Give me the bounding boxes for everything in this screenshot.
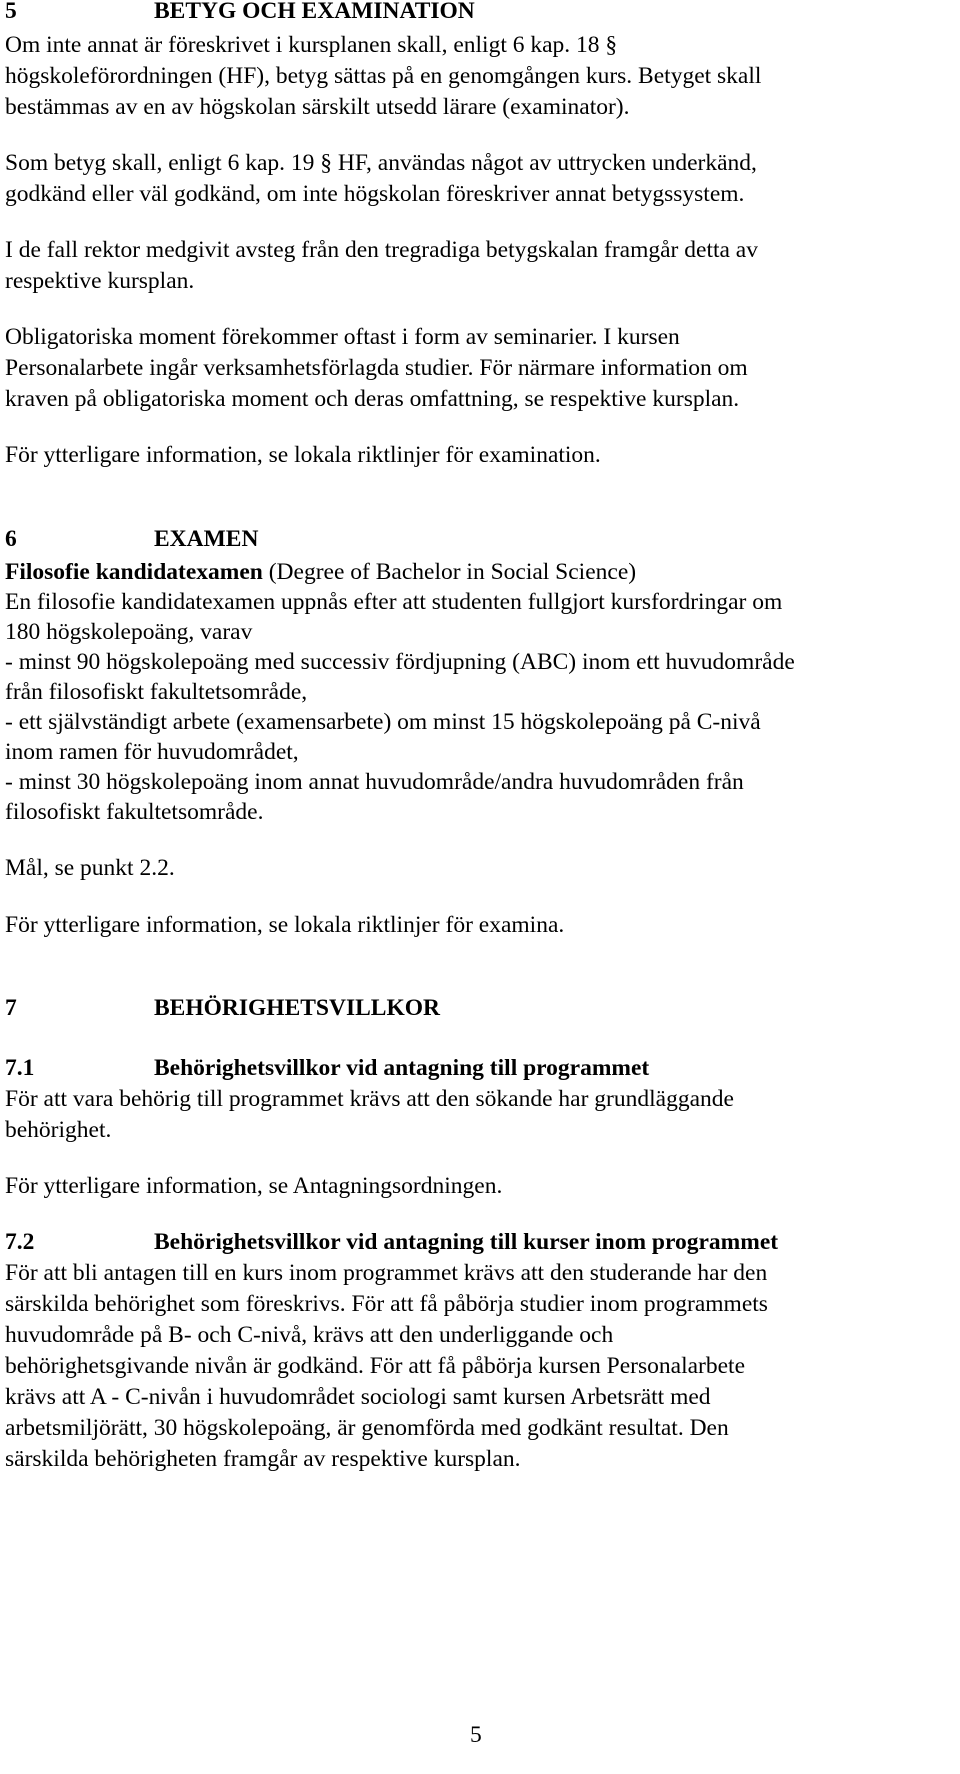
section-5-heading: BETYG OCH EXAMINATION [154,0,475,24]
section-7-number: 7 [5,995,17,1021]
paragraph-line: Mål, se punkt 2.2. [5,855,175,881]
paragraph-line: För att bli antagen till en kurs inom programmet krävs att den studerande har den [5,1260,768,1286]
section-7-2-number: 7.2 [5,1229,35,1255]
paragraph-line: särskilda behörighet som föreskrivs. För att få påbörja studier inom programmets [5,1291,768,1317]
degree-title-line [5,557,636,589]
section-7-1-heading: Behörighetsvillkor vid antagning till programmet [154,1055,650,1081]
page-number: 5 [470,1722,482,1748]
paragraph-line: För ytterligare information, se Antagningsordningen. [5,1173,503,1199]
paragraph-line: huvudområde på B- och C-nivå, krävs att den underliggande och [5,1322,614,1348]
paragraph-line: arbetsmiljörätt, 30 högskolepoäng, är genomförda med godkänt resultat. Den [5,1415,729,1441]
paragraph-line: - ett självständigt arbete (examensarbete) om minst 15 högskolepoäng på C-nivå [5,709,761,735]
paragraph-line: För ytterligare information, se lokala riktlinjer för examina. [5,912,565,938]
section-7-heading: BEHÖRIGHETSVILLKOR [154,995,440,1021]
paragraph-line: kraven på obligatoriska moment och deras omfattning, se respektive kursplan. [5,386,740,412]
paragraph-line: Om inte annat är föreskrivet i kursplanen skall, enligt 6 kap. 18 § [5,32,618,58]
paragraph-line: - minst 90 högskolepoäng med successiv fördjupning (ABC) inom ett huvudområde [5,649,795,675]
paragraph-line: bestämmas av en av högskolan särskilt utsedd lärare (examinator). [5,94,630,120]
paragraph-line: Obligatoriska moment förekommer oftast i form av seminarier. I kursen [5,324,680,350]
paragraph-line: Personalarbete ingår verksamhetsförlagda studier. För närmare information om [5,355,748,381]
paragraph-line: godkänd eller väl godkänd, om inte högskolan föreskriver annat betygssystem. [5,181,745,207]
paragraph-line: inom ramen för huvudområdet, [5,739,299,765]
paragraph-line: krävs att A - C-nivån i huvudområdet sociologi samt kursen Arbetsrätt med [5,1384,711,1410]
degree-english-name: (Degree of Bachelor in Social Science) [262,559,637,585]
paragraph-line: särskilda behörigheten framgår av respektive kursplan. [5,1446,521,1472]
section-7-2-heading: Behörighetsvillkor vid antagning till kurser inom programmet [154,1229,779,1255]
section-6-heading: EXAMEN [154,526,259,552]
paragraph-line: högskoleförordningen (HF), betyg sättas på en genomgången kurs. Betyget skall [5,63,762,89]
section-6-number: 6 [5,526,17,552]
paragraph-line: respektive kursplan. [5,268,195,294]
paragraph-line: filosofiskt fakultetsområde. [5,799,264,825]
paragraph-line: behörighetsgivande nivån är godkänd. För att få påbörja kursen Personalarbete [5,1353,746,1379]
section-7-1-number: 7.1 [5,1055,35,1081]
paragraph-line: - minst 30 högskolepoäng inom annat huvudområde/andra huvudområden från [5,769,744,795]
paragraph-line: För att vara behörig till programmet krävs att den sökande har grundläggande [5,1086,734,1112]
paragraph-line: från filosofiskt fakultetsområde, [5,679,308,705]
paragraph-line: För ytterligare information, se lokala riktlinjer för examination. [5,442,601,468]
paragraph-line: 180 högskolepoäng, varav [5,619,253,645]
section-5-number: 5 [5,0,17,24]
paragraph-line: behörighet. [5,1117,112,1143]
paragraph-line: Som betyg skall, enligt 6 kap. 19 § HF, användas något av uttrycken underkänd, [5,150,757,176]
paragraph-line: En filosofie kandidatexamen uppnås efter att studenten fullgjort kursfordringar om [5,589,783,615]
paragraph-line: I de fall rektor medgivit avsteg från den tregradiga betygskalan framgår detta av [5,237,758,263]
degree-name: Filosofie kandidatexamen [5,559,263,585]
